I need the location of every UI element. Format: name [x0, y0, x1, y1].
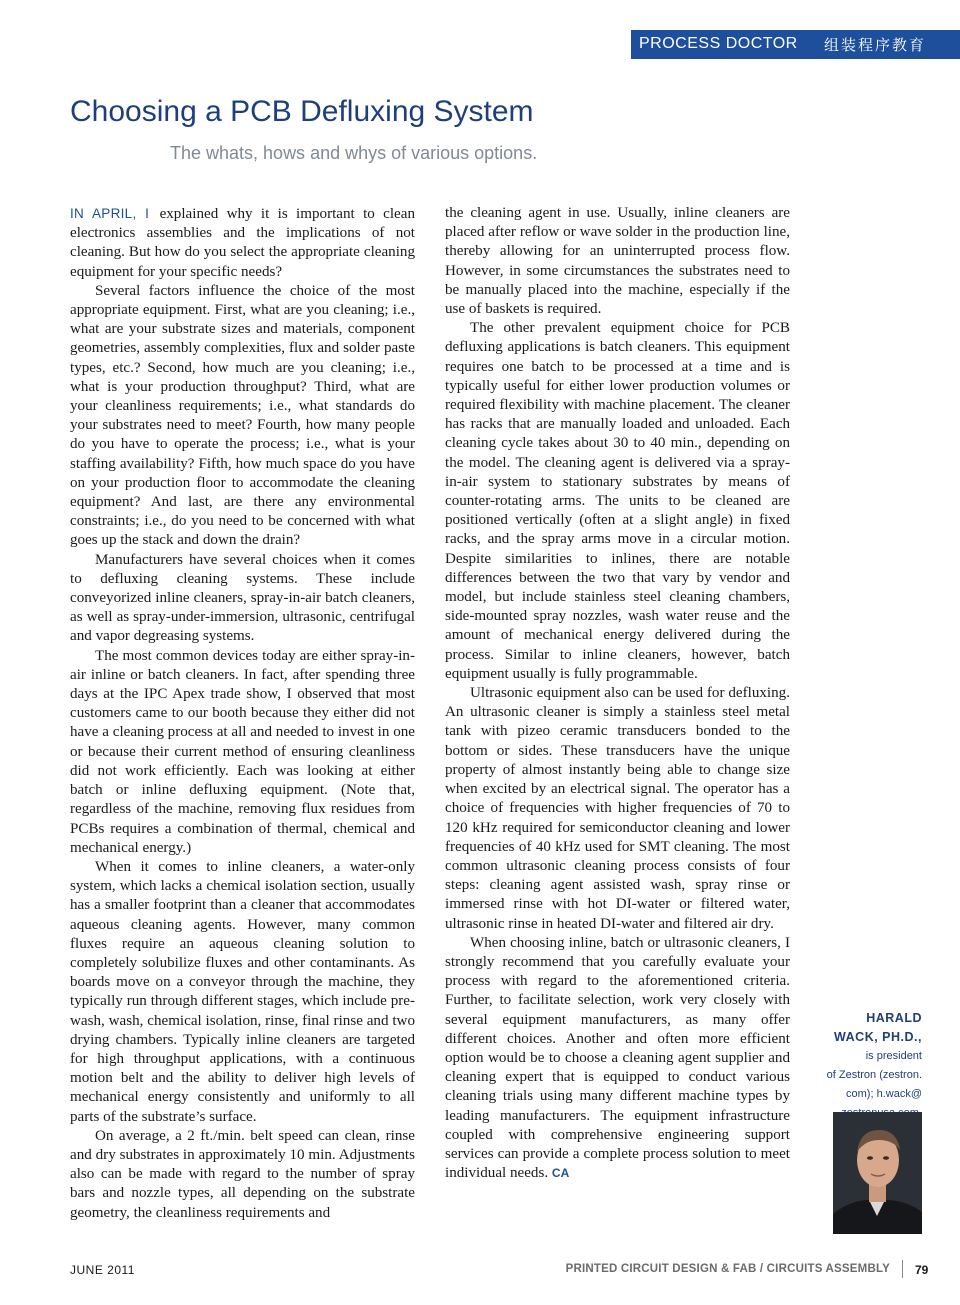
paragraph: [70, 204, 415, 282]
footer-date: JUNE 2011: [70, 1263, 135, 1277]
paragraph: When it comes to inline cleaners, a water-only system, which lacks a chemical isolation section, usually has a smaller footprint than a cleaner that accommodates aqueous cleaning agents. However, many common fluxes require an aqueous cleaning solution to completely solubilize fluxes and other contaminants. As boards move on a conveyor through the machine, they typically run through different stages, which include pre-wash, wash, chemical isolation, rinse, final rinse and two drying chambers. Typically inline cleaners are targeted for high throughput applications, with a continuous motion belt and the ability to deliver high levels of mechanical energy consistently and uniformly to all parts of the substrate’s surface.: [70, 858, 415, 1125]
end-mark: CA: [551, 1166, 570, 1181]
author-bio-line: is president: [865, 1050, 922, 1062]
article-column-right: [445, 204, 790, 1183]
author-name: HARALD WACK, PH.D.,: [834, 1011, 922, 1044]
paragraph-text: When choosing inline, batch or ultrasonic cleaners, I strongly recommend that you carefully evaluate your process with regard to the aforementioned criteria. Further, to facilitate selection, work very closely with several equipment manufacturers, as many offer different choices. Another and often more efficient option would be to choose a cleaning agent supplier and cleaning expert that is equipped to conduct various cleaning trials using many different machine types by leading manufacturers. The equipment infrastructure coupled with comprehensive engineering support services can provide a complete process solution to meet individual needs.: [445, 934, 790, 1182]
author-portrait-icon: [833, 1112, 922, 1234]
lead-in: IN APRIL, I: [70, 206, 150, 221]
author-bio-line: of Zestron (zestron.: [826, 1069, 922, 1081]
paragraph: the cleaning agent in use. Usually, inline cleaners are placed after reflow or wave solder in the production line, thereby allowing for an uninterrupted process flow. However, in some circumstances the substrates need to be manually placed into the machine, especially if the use of baskets is required.: [445, 205, 790, 318]
author-photo: [833, 1112, 922, 1234]
section-label: PROCESS DOCTOR: [639, 35, 798, 52]
paragraph: The other prevalent equipment choice for PCB defluxing applications is batch cleaners. This equipment requires one batch to be processed at a time and is typically useful for either lower production volumes or required flexibility with machine placement. The cleaner has racks that are manually loaded and unloaded. Each cleaning cycle takes about 30 to 40 min., depending on the model. The cleaning agent is delivered via a spray-in-air system to stationary substrates by means of counter-rotating arms. The units to be cleaned are positioned vertically (often at a slight angle) in fixed racks, and the spray arms move in a circular motion. Despite similarities to inlines, there are notable differences between the two that vary by vendor and model, but include stainless steel cleaning chambers, side-mounted spray nozzles, wash water reuse and the amount of mechanical energy delivered during the process. Similar to inline cleaners, however, batch equipment usually is fully programmable.: [445, 320, 790, 682]
author-bio-line: com); h.wack@: [846, 1088, 922, 1100]
footer-divider: [902, 1260, 903, 1278]
article-subtitle: The whats, hows and whys of various options.: [170, 143, 538, 163]
paragraph: Ultrasonic equipment also can be used for defluxing. An ultrasonic cleaner is simply a stainless steel metal tank with pizeo ceramic transducers bonded to the bottom or sides. These transducers have the unique property of almost instantly being able to change size when excited by an electrical signal. The operator has a choice of frequencies with higher frequencies of 70 to 120 kHz required for semiconductor cleaning and lower frequencies of 40 kHz used for SMT cleaning. The most common ultrasonic cleaning process consists of four steps: cleaning agent assisted wash, spray rinse or immersed rinse with hot DI-water or filtered water, ultrasonic rinse in heated DI-water and filtered air dry.: [445, 685, 790, 932]
footer-magazine-title: PRINTED CIRCUIT DESIGN & FAB / CIRCUITS ASSEMBLY: [565, 1263, 890, 1275]
paragraph: [445, 934, 790, 1184]
paragraph: On average, a 2 ft./min. belt speed can clean, rinse and dry substrates in approximately 10 min. Adjustments also can be made with regard to the number of spray bars and nozzle types, all depending on the substrate geometry, the cleanliness requirements and: [70, 1127, 415, 1221]
paragraph: The most common devices today are either spray-in-air inline or batch cleaners. In fact, after spending three days at the IPC Apex trade show, I observed that most customers came to our booth because they either did not have a cleaning process at all and needed to invest in one or because their current method of ensuring cleanliness did not work efficiently. Each was looking at either batch or inline defluxing equipment. (Note that, regardless of the machine, removing flux residues from PCBs requires a combination of thermal, chemical and mechanical energy.): [70, 647, 415, 856]
header-logo-text: 组装程序教育: [824, 36, 927, 54]
article-column-left: [70, 204, 415, 1223]
article-title: Choosing a PCB Defluxing System: [70, 95, 534, 128]
page-number: 79: [915, 1263, 929, 1277]
paragraph-text: explained why it is important to clean electronics assemblies and the implications of not cleaning. But how do you select the appropriate cleaning equipment for your specific needs?: [70, 206, 415, 280]
paragraph: Several factors influence the choice of the most appropriate equipment. First, what are you cleaning; i.e., what are your substrate sizes and materials, component geometries, assembly complexities, flux and solder paste types, etc.? Second, how much are you cleaning; i.e., what is your production throughput? Third, what are your cleanliness requirements; i.e., what standards do your substrates need to meet? Fourth, how many people do you have to operate the process; i.e., what is your staffing availability? Fifth, how much space do you have on your production floor to accommodate the cleaning equipment? And last, are there any environmental constraints; i.e., do you need to be concerned with what goes up the stack and down the drain?: [70, 282, 415, 549]
paragraph: Manufacturers have several choices when it comes to defluxing cleaning systems. These include conveyorized inline cleaners, spray-in-air batch cleaners, as well as spray-under-immersion, ultrasonic, centrifugal and vapor degreasing systems.: [70, 551, 415, 645]
author-bio: [822, 1009, 922, 1123]
section-header-bar: [631, 30, 960, 59]
